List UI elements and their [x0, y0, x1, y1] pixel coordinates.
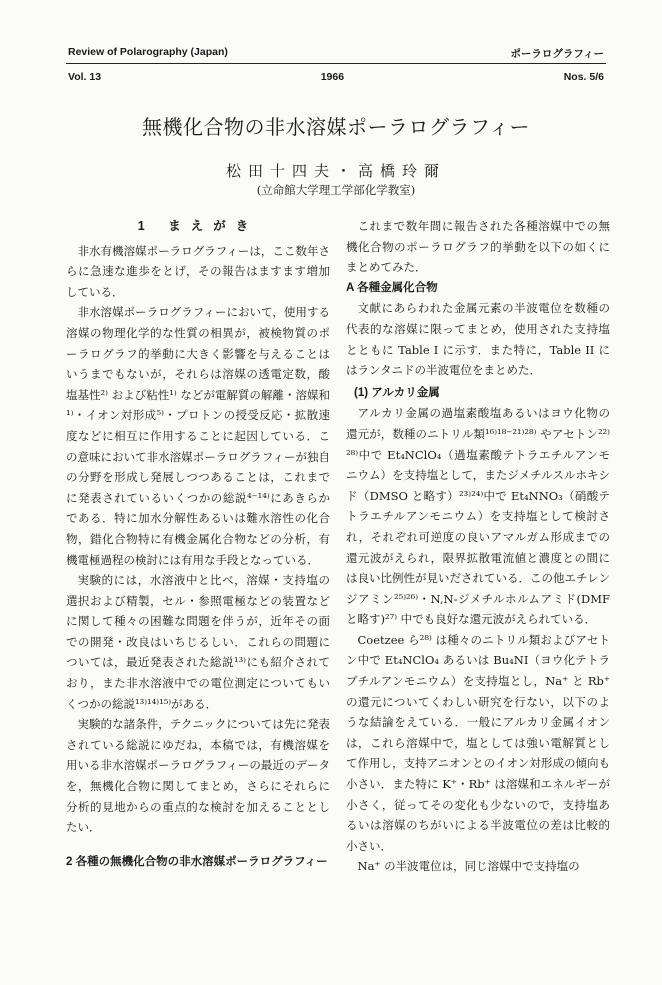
issue-line [68, 71, 604, 83]
paragraph: 文献にあらわれた金属元素の半波電位を数種の代表的な溶媒に限ってまとめ，使用された支持塩とともに Table I に示す．また特に，Table II にはランタニドの半波電位をまとめた． [346, 301, 610, 378]
right-column [346, 216, 610, 877]
paragraph: これまで数年間に報告された各種溶媒中での無機化合物のポーラログラフ的挙動を以下の如くにまとめてみた． [346, 219, 610, 275]
section-heading-2: 2 各種の無機化合物の非水溶媒ポーラログラフィー [66, 855, 328, 868]
journal-name-jp: ポーラログラフィー [510, 48, 604, 60]
volume: Vol. 13 [68, 71, 102, 83]
journal-name: Review of Polarography (Japan) [68, 46, 228, 58]
paragraph: Coetzee ら²⁸⁾ は種々のニトリル類およびアセトン中で Et₄NClO₄ あるいは Bu₄NI（ヨウ化テトラブチルアンモニウム）を支持塩とし，Na⁺ と Rb⁺ の還元についてくわしい研究を行ない，以下のような結論をえている．一般にアルカリ金属イオンは，これら溶媒中で，塩としては強い電解質として作用し，支持アニオンとのイオン対形成の傾向も小さい．また特に K⁺・Rb⁺ は溶媒和エネルギーが小さく，従ってその変化も少ないので，支持塩あるいは溶媒のちがいによる半波電位の差は比較的小さい． [346, 632, 610, 853]
paragraph: 実験的には，水溶液中と比べ，溶媒・支持塩の選択および精製，セル・参照電極などの装置などに関して種々の困難な問題を伴うが，近年その面での開発・改良はいちじるしい．これらの問題については，最近発表された総説¹³⁾にも紹介されており，また非水溶液中での電位測定についてもいくつかの総説¹³⁾¹⁴⁾¹⁵⁾がある． [66, 573, 330, 711]
paper-authors: 松田十四夫・高橋玲爾 [225, 162, 446, 180]
year: 1966 [320, 71, 345, 83]
paragraph: アルカリ金属の過塩素酸塩あるいはヨウ化物の還元が，数種のニトリル類¹⁶⁾¹⁸⁻²¹⁾²⁸⁾ やアセトン²²⁾²⁸⁾中で Et₄NClO₄（過塩素酸テトラエチルアンモニウム）を支持塩として，またジメチルスルホキシド（DMSO と略す）²³⁾²⁴⁾中で Et₄NNO₃（硝酸テトラエチルアンモニウム）を支持塩として検討され，それぞれ可逆度の良いアマルガム形成までの還元波がえられ，限界拡散電流値と濃度との間には良い比例性が見いだされている．この他エチレンジアミン²⁵⁾²⁶⁾・N,N-ジメチルホルムアミド(DMF と略す)²⁷⁾ 中でも良好な還元波がえられている． [346, 406, 610, 627]
paper-title: 無機化合物の非水溶媒ポーラログラフィー [142, 115, 530, 139]
running-header [68, 46, 604, 61]
left-column [66, 216, 330, 873]
subsection-heading-alkali: (1) アルカリ金属 [354, 386, 440, 399]
section-heading-intro: 1 まえがき [137, 219, 259, 233]
paragraph: 非水溶媒ポーラログラフィーにおいて，使用する溶媒の物理化学的な性質の相異が，被検物質のポーラログラフ的挙動に大きく影響を与えることはいうまでもないが，それらは溶媒の透電定数，酸塩基性²⁾ および粘性¹⁾ などが電解質の解離・溶媒和¹⁾・イオン対形成⁵⁾・プロトンの授受反応・拡散速度などに相互に作用することに起因している．この意味において非水溶媒ポーラログラフィーが独自の分野を形成し発展しつつあることは，これまでに発表されているいくつかの総説⁴⁻¹⁴⁾にあきらかである．特に加水分解性あるいは難水溶性の化合物，錯化合物特に有機金属化合物などの分析，有機電極過程の検討には有用な手段となっている． [66, 305, 330, 567]
subsection-heading-a: A 各種金属化合物 [346, 281, 438, 294]
paper-affiliation: (立命館大学理工学部化学教室) [256, 183, 416, 197]
header-rule [66, 63, 606, 64]
paragraph: Na⁺ の半波電位は，同じ溶媒中で支持塩の [357, 859, 580, 874]
paragraph: 実験的な諸条件，テクニックについては先に発表されている総説にゆだね，本稿では，有機溶媒を用いる非水溶媒ポーラログラフィーの最近のデータを，無機化合物に関してまとめ，さらにそれらに分析的見地からの重点的な検討を加えることとしたい． [66, 717, 330, 835]
paragraph: 非水有機溶媒ポーラログラフィーは，ここ数年さらに急速な進歩をとげ，その報告はますます増加している． [66, 243, 330, 299]
issue-number: Nos. 5/6 [563, 71, 604, 83]
